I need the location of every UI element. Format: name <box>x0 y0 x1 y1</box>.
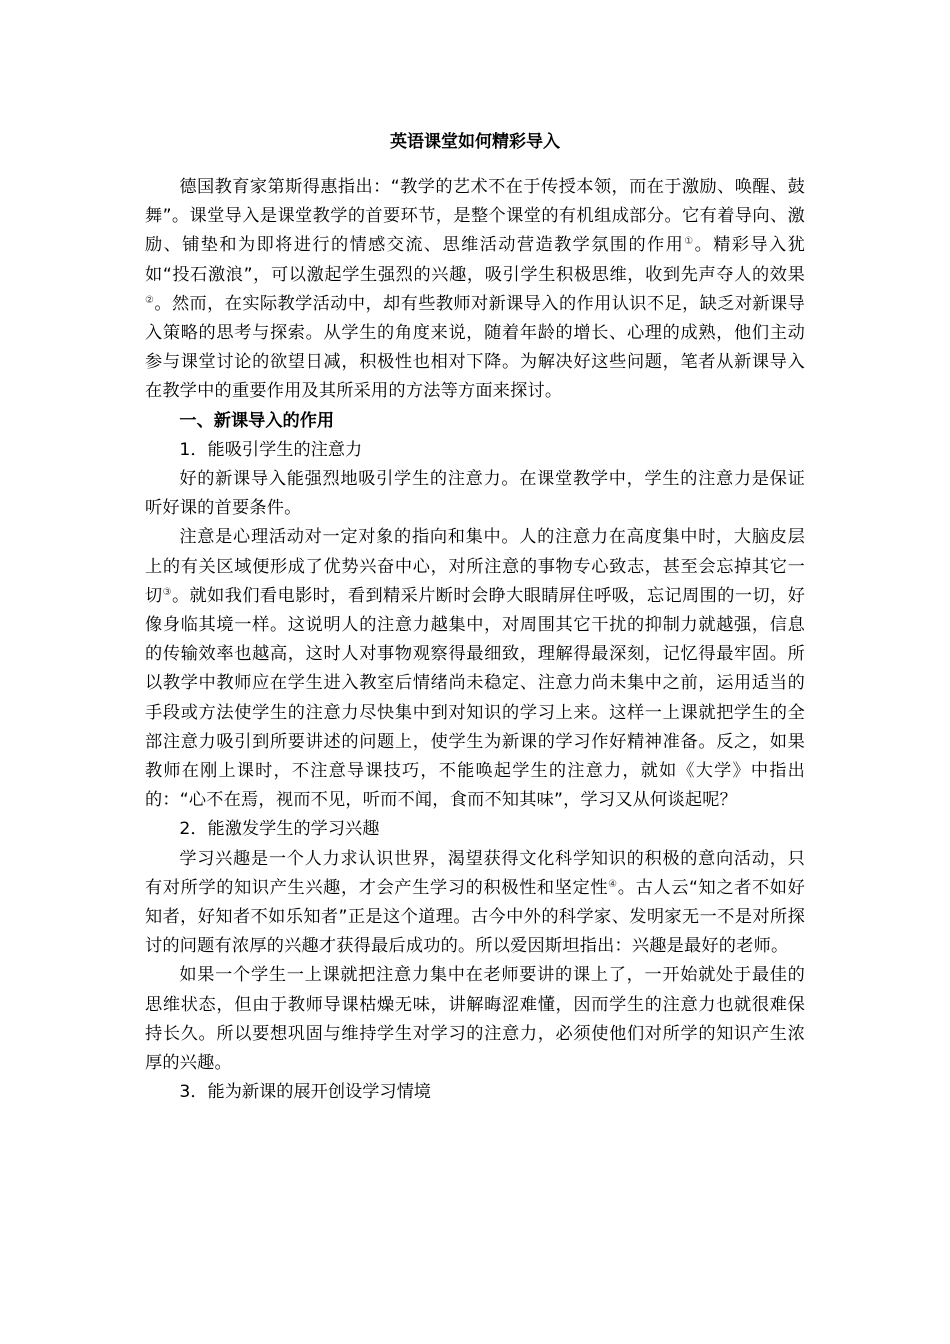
subsection-1-paragraph-1: 好的新课导入能强烈地吸引学生的注意力。在课堂教学中，学生的注意力是保证听好课的首要条件。 <box>145 469 805 519</box>
subsection-2-paragraph-1 <box>145 845 805 962</box>
footnote-marker-1: ① <box>684 236 695 248</box>
document-title: 英语课堂如何精彩导入 <box>390 132 560 152</box>
intro-text-3: 。然而，在实际教学活动中，却有些教师对新课导入的作用认识不足，缺乏对新课导入策略的思考与探索。从学生的角度来说，随着年龄的增长、心理的成熟，他们主动参与课堂讨论的欲望日减，积极性也相对下降。为解决好这些问题，笔者从新课导入在教学中的重要作用及其所采用的方法等方面来探讨。 <box>145 293 805 402</box>
subsection-heading-3: 3．能为新课的展开创设学习情境 <box>179 1082 431 1103</box>
footnote-marker-4: ④ <box>608 878 618 890</box>
intro-text-1: 德国教育家第斯得惠指出：“教学的艺术不在于传授本领，而在于激励、唤醒、鼓舞”。课堂导入是课堂教学的首要环节，是整个课堂的有机组成部分。它有着导向、激励、铺垫和为即将进行的情感交流、思维活动营造教学氛围的作用 <box>145 177 805 256</box>
subsection-heading-2: 2．能激发学生的学习兴趣 <box>179 819 380 840</box>
subsection-1-paragraph-2 <box>145 523 805 815</box>
footnote-marker-3: ③ <box>162 586 172 598</box>
footnote-marker-2: ② <box>145 294 155 306</box>
subsection-heading-1: 1．能吸引学生的注意力 <box>179 439 363 460</box>
sub1-text-b: 。就如我们看电影时，看到精采片断时会睁大眼睛屏住呼吸，忘记周围的一切，好像身临其境一样。这说明人的注意力越集中，对周围其它干扰的抑制力就越强，信息的传输效率也越高，这时人对事物观察得最细致，理解得最深刻，记忆得最牢固。所以教学中教师应在学生进入教室后情绪尚未稳定、注意力尚未集中之前，运用适当的手段或方法使学生的注意力尽快集中到对知识的学习上来。这样一上课就把学生的全部注意力吸引到所要讲述的问题上，使学生为新课的学习作好精神准备。反之，如果教师在刚上课时，不注意导课技巧，不能唤起学生的注意力，就如《大学》中指出的：“心不在焉，视而不见，听而不闻，食而不知其味”，学习又从何谈起呢？ <box>145 585 805 811</box>
sub2-text-b: 。古人云“知之者不如好知者，好知者不如乐知者”正是这个道理。古今中外的科学家、发明家无一不是对所探讨的问题有浓厚的兴趣才获得最后成功的。所以爱因斯坦指出：兴趣是最好的老师。 <box>145 877 805 957</box>
intro-text-2: 。精彩导入犹如“投石激浪”，可以激起学生强烈的兴趣，吸引学生积极思维，收到先声夺人的效果 <box>145 235 805 285</box>
sub2-text-a: 学习兴趣是一个人力求认识世界，渴望获得文化科学知识的积极的意向活动，只有对所学的知识产生兴趣，才会产生学习的积极性和坚定性 <box>145 848 805 898</box>
sub1-text-a: 注意是心理活动对一定对象的指向和集中。人的注意力在高度集中时，大脑皮层上的有关区域便形成了优势兴奋中心，对所注意的事物专心致志，甚至会忘掉其它一切 <box>145 527 805 606</box>
section-heading-1: 一、新课导入的作用 <box>179 410 335 431</box>
intro-paragraph <box>145 173 805 407</box>
subsection-2-paragraph-2: 如果一个学生一上课就把注意力集中在老师要讲的课上了，一开始就处于最佳的思维状态，但由于教师导课枯燥无味，讲解晦涩难懂，因而学生的注意力也就很难保持长久。所以要想巩固与维持学生对学习的注意力，必须使他们对所学的知识产生浓厚的兴趣。 <box>145 965 805 1074</box>
document-page <box>145 128 805 1108</box>
